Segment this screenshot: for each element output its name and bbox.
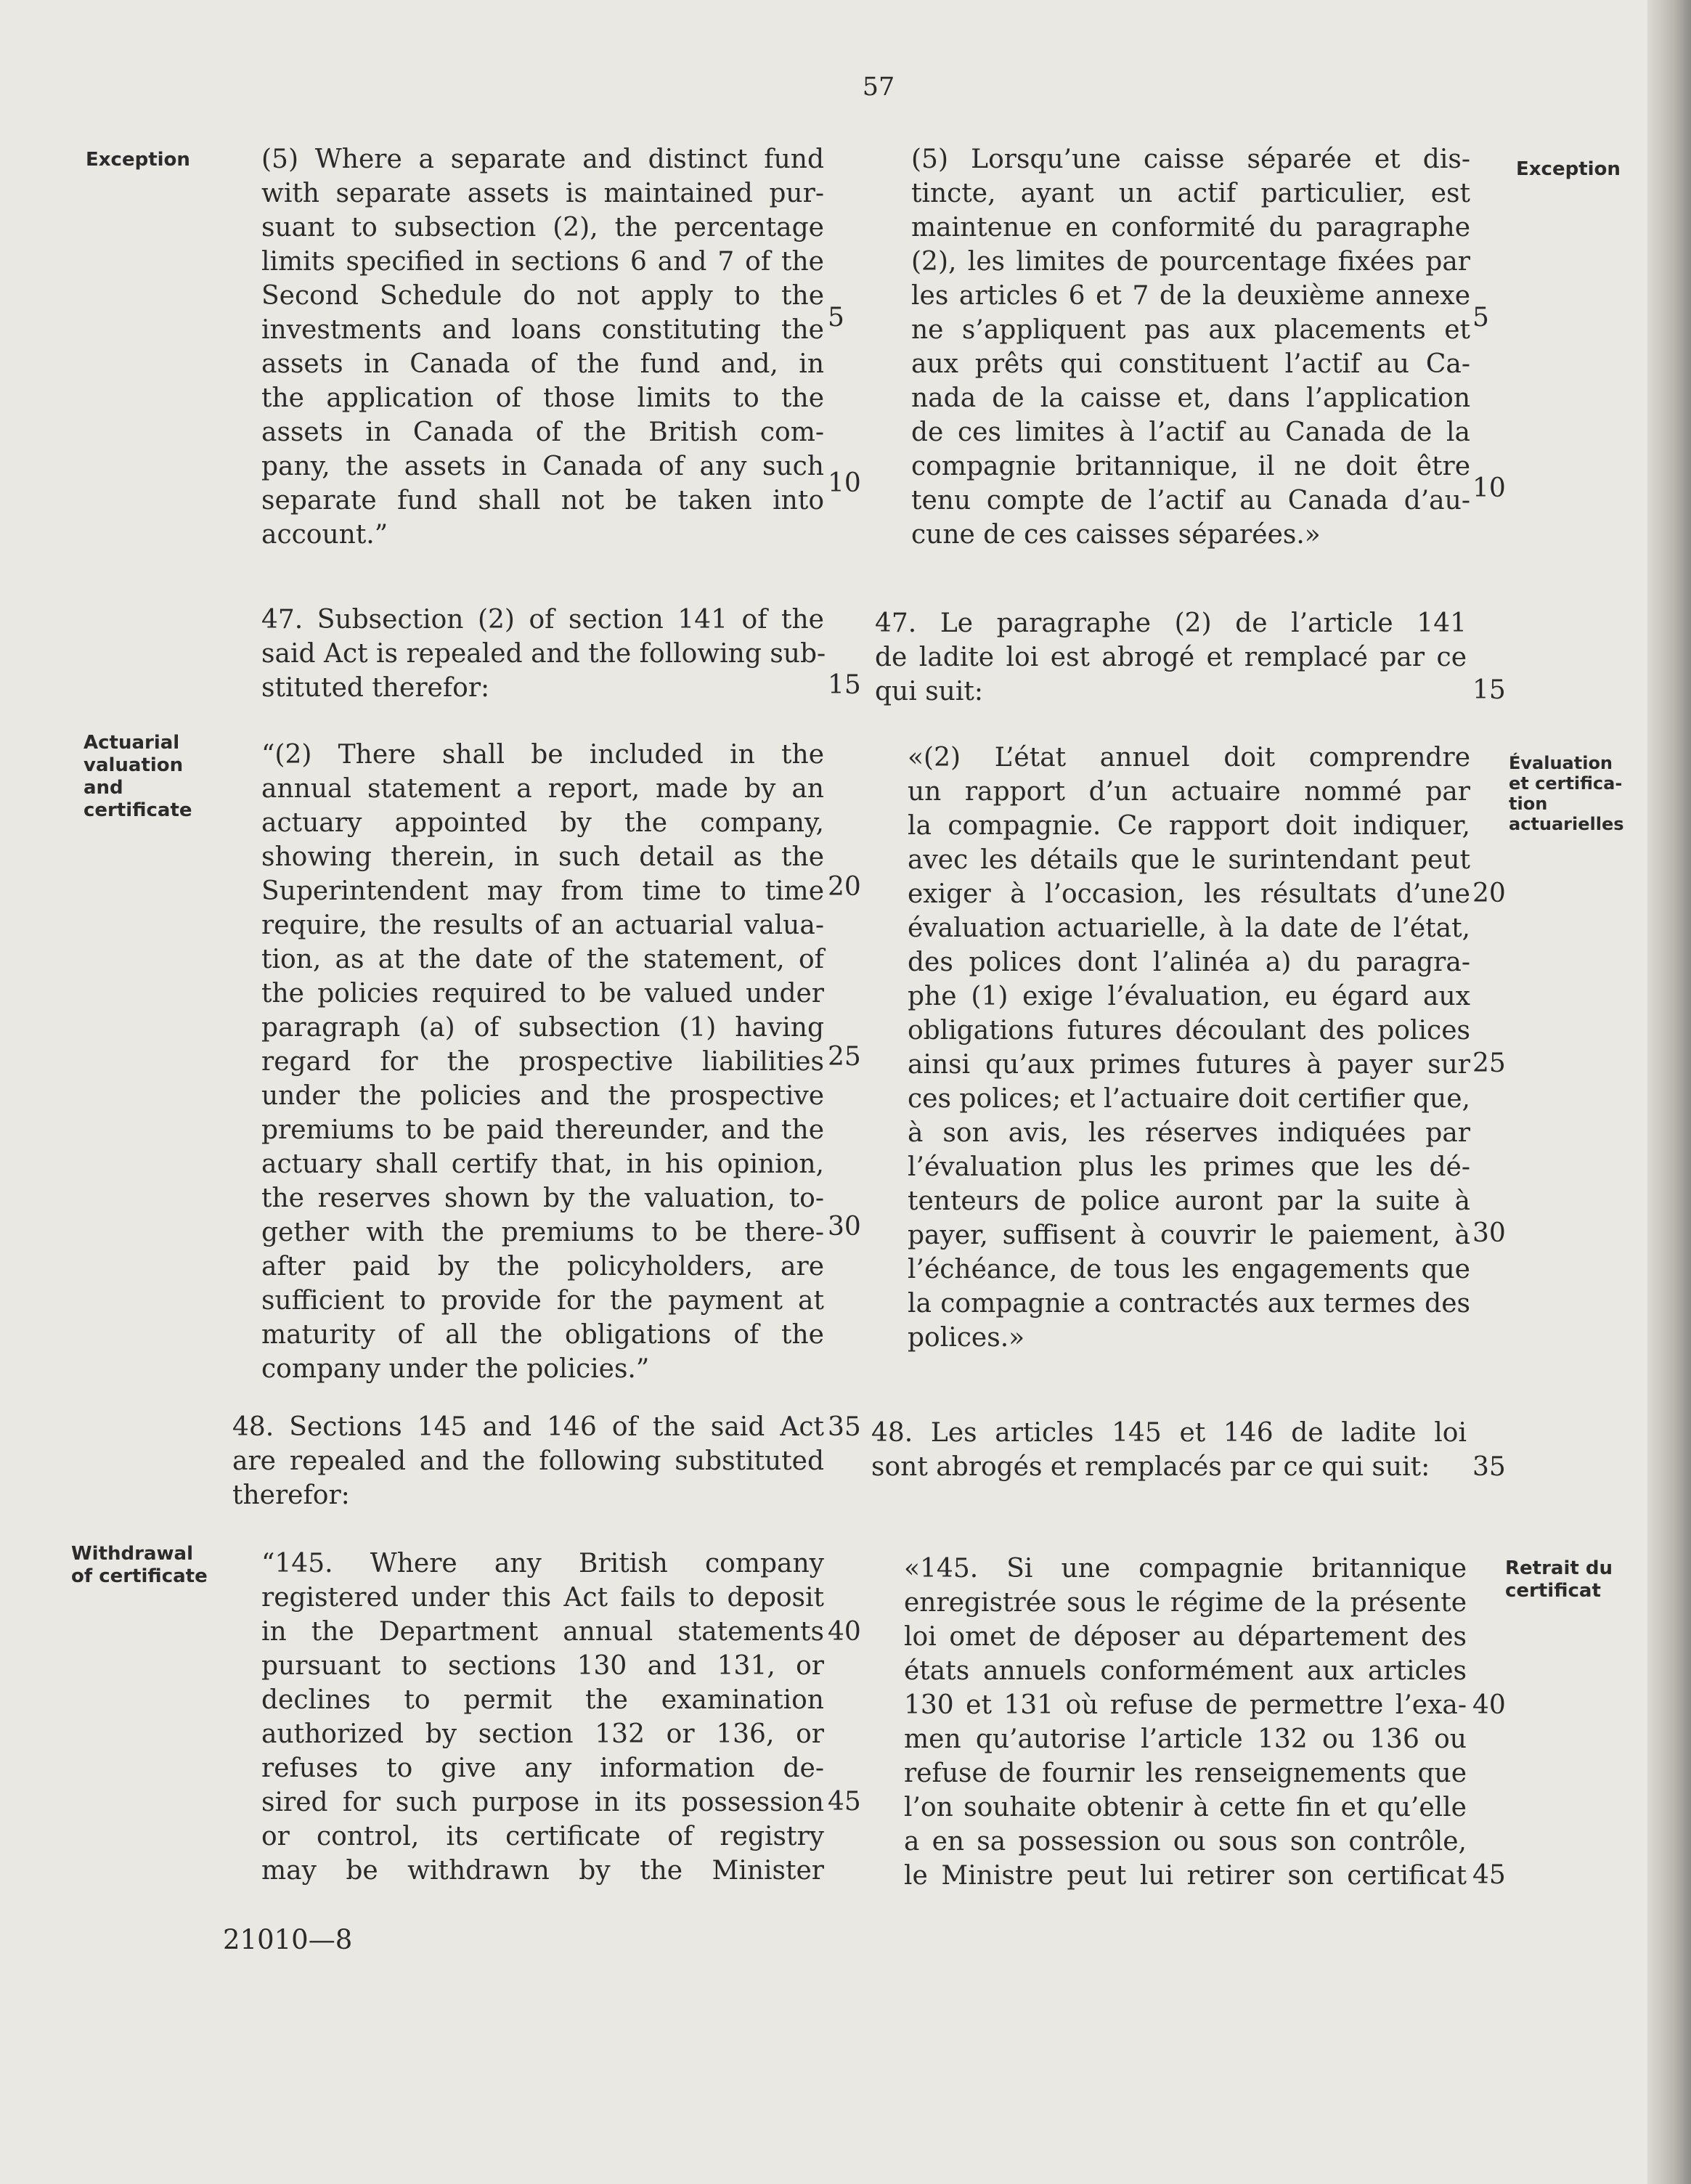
- text-line: may be withdrawn by the Minister: [261, 1856, 824, 1886]
- text-line: in the Department annual statements: [261, 1617, 824, 1647]
- text-line: les articles 6 et 7 de la deuxième annexe: [911, 281, 1470, 311]
- margin-note-line: and: [83, 777, 123, 799]
- text-line: account.”: [261, 520, 388, 550]
- text-line: suant to subsection (2), the percentage: [261, 213, 824, 243]
- line-number-en: 5: [828, 303, 844, 333]
- text-line: «145. Si une compagnie britannique: [904, 1554, 1467, 1584]
- margin-note-evaluation-fr: [1509, 753, 1624, 834]
- text-line: 48. Sections 145 and 146 of the said Act: [232, 1412, 824, 1442]
- text-line: états annuels conformément aux articles: [904, 1656, 1467, 1686]
- text-line: (5) Where a separate and distinct fund: [261, 144, 824, 174]
- text-line: tincte, ayant un actif particulier, est: [911, 179, 1470, 208]
- text-line: said Act is repealed and the following sub-: [261, 639, 826, 669]
- text-line: pany, the assets in Canada of any such: [261, 452, 824, 481]
- text-line: refuse de fournir les renseignements que: [904, 1759, 1467, 1788]
- text-line: the application of those limits to the: [261, 383, 824, 413]
- text-line: compagnie britannique, il ne doit être: [911, 452, 1470, 481]
- text-line: the policies required to be valued under: [261, 979, 824, 1009]
- text-line: phe (1) exige l’évaluation, eu égard aux: [908, 982, 1470, 1011]
- margin-note-line: actuarielles: [1509, 814, 1624, 834]
- text-line: maintenue en conformité du paragraphe: [911, 213, 1470, 243]
- text-line: enregistrée sous le régime de la présente: [904, 1588, 1467, 1618]
- text-line: with separate assets is maintained pur-: [261, 179, 824, 208]
- text-line: tenu compte de l’actif au Canada d’au-: [911, 486, 1470, 516]
- en-paragraph-48: [232, 1410, 824, 1512]
- margin-note-line: et certifica-: [1509, 773, 1623, 794]
- text-line: investments and loans constituting the: [261, 315, 824, 345]
- margin-note-actuarial-en: [83, 732, 192, 822]
- text-line: gether with the premiums to be there-: [261, 1218, 824, 1247]
- text-line: cune de ces caisses séparées.»: [911, 520, 1321, 550]
- text-line: sont abrogés et remplacés par ce qui suit:: [871, 1452, 1430, 1482]
- line-number-en: 35: [828, 1412, 861, 1442]
- line-number-en: 30: [828, 1212, 861, 1242]
- en-paragraph-withdrawal: [261, 1547, 824, 1888]
- fr-paragraph-retrait: [904, 1552, 1467, 1893]
- margin-note-withdrawal-en: [71, 1543, 208, 1588]
- line-number-fr: 35: [1472, 1452, 1506, 1482]
- line-number-fr: 15: [1472, 675, 1506, 705]
- margin-note-line: Withdrawal: [71, 1543, 193, 1565]
- text-line: limits specified in sections 6 and 7 of the: [261, 247, 824, 277]
- text-line: de ces limites à l’actif au Canada de la: [911, 417, 1470, 447]
- text-line: évaluation actuarielle, à la date de l’état,: [908, 913, 1470, 943]
- line-number-en: 45: [828, 1787, 861, 1817]
- text-line: de ladite loi est abrogé et remplacé par ce: [875, 643, 1467, 672]
- text-line: l’échéance, de tous les engagements que: [908, 1255, 1470, 1284]
- text-line: 47. Le paragraphe (2) de l’article 141: [875, 608, 1467, 638]
- text-line: annual statement a report, made by an: [261, 774, 824, 804]
- margin-note-line: Actuarial: [83, 732, 180, 754]
- text-line: showing therein, in such detail as the: [261, 842, 824, 872]
- text-line: declines to permit the examination: [261, 1685, 824, 1715]
- text-line: avec les détails que le surintendant peut: [908, 845, 1470, 875]
- text-line: 130 et 131 où refuse de permettre l’exa-: [904, 1690, 1467, 1720]
- text-line: loi omet de déposer au département des: [904, 1622, 1467, 1652]
- fr-paragraph-47: [875, 606, 1467, 709]
- en-paragraph-exception: [261, 142, 824, 552]
- text-line: exiger à l’occasion, les résultats d’une: [908, 879, 1470, 909]
- margin-note-line: Évaluation: [1509, 753, 1613, 773]
- text-line: “145. Where any British company: [261, 1549, 824, 1578]
- text-line: regard for the prospective liabilities: [261, 1047, 824, 1077]
- text-line: l’on souhaite obtenir à cette fin et qu’elle: [904, 1793, 1467, 1822]
- footer-code: 21010—8: [223, 1924, 353, 1955]
- en-paragraph-47: [261, 603, 824, 705]
- margin-note-exception-en: [86, 149, 190, 171]
- margin-note-line: valuation: [83, 754, 184, 776]
- text-line: (5) Lorsqu’une caisse séparée et dis-: [911, 144, 1470, 174]
- text-line: after paid by the policyholders, are: [261, 1252, 824, 1282]
- text-line: payer, suffisent à couvrir le paiement, à: [908, 1221, 1470, 1250]
- fr-paragraph-exception: [911, 142, 1470, 552]
- margin-note-line: Exception: [86, 149, 190, 171]
- margin-note-exception-fr: [1516, 158, 1621, 181]
- line-number-fr: 30: [1472, 1218, 1506, 1248]
- text-line: ne s’appliquent pas aux placements et: [911, 315, 1470, 345]
- line-number-en: 15: [828, 670, 861, 700]
- text-line: la compagnie a contractés aux termes des: [908, 1289, 1470, 1319]
- text-line: qui suit:: [875, 677, 983, 706]
- fr-paragraph-48: [871, 1416, 1467, 1484]
- text-line: men qu’autorise l’article 132 ou 136 ou: [904, 1724, 1467, 1754]
- text-line: obligations futures découlant des polices: [908, 1016, 1470, 1046]
- text-line: authorized by section 132 or 136, or: [261, 1719, 824, 1749]
- text-line: actuary shall certify that, in his opinion,: [261, 1149, 824, 1179]
- text-line: sufficient to provide for the payment at: [261, 1286, 824, 1316]
- text-line: the reserves shown by the valuation, to-: [261, 1183, 824, 1213]
- text-line: actuary appointed by the company,: [261, 808, 824, 838]
- text-line: nada de la caisse et, dans l’application: [911, 383, 1470, 413]
- text-line: refuses to give any information de-: [261, 1753, 824, 1783]
- text-line: un rapport d’un actuaire nommé par: [908, 777, 1470, 807]
- text-line: Second Schedule do not apply to the: [261, 281, 824, 311]
- line-number-fr: 20: [1472, 879, 1506, 908]
- text-line: pursuant to sections 130 and 131, or: [261, 1651, 824, 1681]
- text-line: ces polices; et l’actuaire doit certifier que,: [908, 1084, 1470, 1114]
- line-number-fr: 5: [1472, 303, 1489, 333]
- text-line: Superintendent may from time to time: [261, 876, 824, 906]
- text-line: paragraph (a) of subsection (1) having: [261, 1013, 824, 1043]
- text-line: le Ministre peut lui retirer son certificat: [904, 1861, 1467, 1891]
- text-line: aux prêts qui constituent l’actif au Ca-: [911, 349, 1470, 379]
- text-line: are repealed and the following substituted: [232, 1446, 824, 1476]
- text-line: des polices dont l’alinéa a) du paragra-: [908, 948, 1470, 977]
- text-line: la compagnie. Ce rapport doit indiquer,: [908, 811, 1470, 841]
- text-line: ainsi qu’aux primes futures à payer sur: [908, 1050, 1470, 1080]
- text-line: “(2) There shall be included in the: [261, 740, 824, 770]
- text-line: 47. Subsection (2) of section 141 of the: [261, 605, 824, 635]
- page-edge-shadow: [1647, 0, 1691, 2184]
- text-line: (2), les limites de pourcentage fixées par: [911, 247, 1470, 277]
- line-number-fr: 45: [1472, 1860, 1506, 1890]
- page-number: 57: [862, 73, 895, 102]
- text-line: à son avis, les réserves indiquées par: [908, 1118, 1470, 1148]
- margin-note-line: certificat: [1505, 1580, 1601, 1602]
- margin-note-line: Exception: [1516, 158, 1621, 180]
- margin-note-line: Retrait du: [1505, 1557, 1613, 1579]
- text-line: l’évaluation plus les primes que les dé-: [908, 1152, 1470, 1182]
- en-paragraph-actuarial: [261, 738, 824, 1386]
- margin-note-line: of certificate: [71, 1565, 208, 1587]
- fr-paragraph-actuarial: [908, 741, 1470, 1355]
- text-line: tenteurs de police auront par la suite à: [908, 1186, 1470, 1216]
- text-line: «(2) L’état annuel doit comprendre: [908, 743, 1470, 773]
- line-number-en: 40: [828, 1617, 861, 1647]
- text-line: under the policies and the prospective: [261, 1081, 824, 1111]
- text-line: require, the results of an actuarial valua-: [261, 910, 824, 940]
- text-line: registered under this Act fails to deposit: [261, 1583, 824, 1613]
- text-line: polices.»: [908, 1323, 1025, 1353]
- line-number-en: 20: [828, 872, 861, 902]
- margin-note-retrait-fr: [1505, 1557, 1613, 1602]
- text-line: company under the policies.”: [261, 1354, 650, 1384]
- text-line: tion, as at the date of the statement, of: [261, 945, 824, 974]
- line-number-fr: 40: [1472, 1690, 1506, 1720]
- text-line: separate fund shall not be taken into: [261, 486, 824, 516]
- text-line: premiums to be paid thereunder, and the: [261, 1115, 824, 1145]
- text-line: or control, its certificate of registry: [261, 1822, 824, 1851]
- text-line: stituted therefor:: [261, 673, 490, 703]
- text-line: assets in Canada of the British com-: [261, 417, 824, 447]
- text-line: therefor:: [232, 1480, 350, 1510]
- margin-note-line: tion: [1509, 794, 1548, 814]
- text-line: 48. Les articles 145 et 146 de ladite loi: [871, 1418, 1467, 1448]
- text-line: maturity of all the obligations of the: [261, 1320, 824, 1350]
- text-line: sired for such purpose in its possession: [261, 1788, 824, 1817]
- margin-note-line: certificate: [83, 799, 192, 821]
- line-number-fr: 10: [1472, 473, 1506, 503]
- line-number-en: 10: [828, 468, 861, 498]
- line-number-fr: 25: [1472, 1048, 1506, 1078]
- text-line: a en sa possession ou sous son contrôle,: [904, 1827, 1467, 1857]
- line-number-en: 25: [828, 1042, 861, 1072]
- text-line: assets in Canada of the fund and, in: [261, 349, 824, 379]
